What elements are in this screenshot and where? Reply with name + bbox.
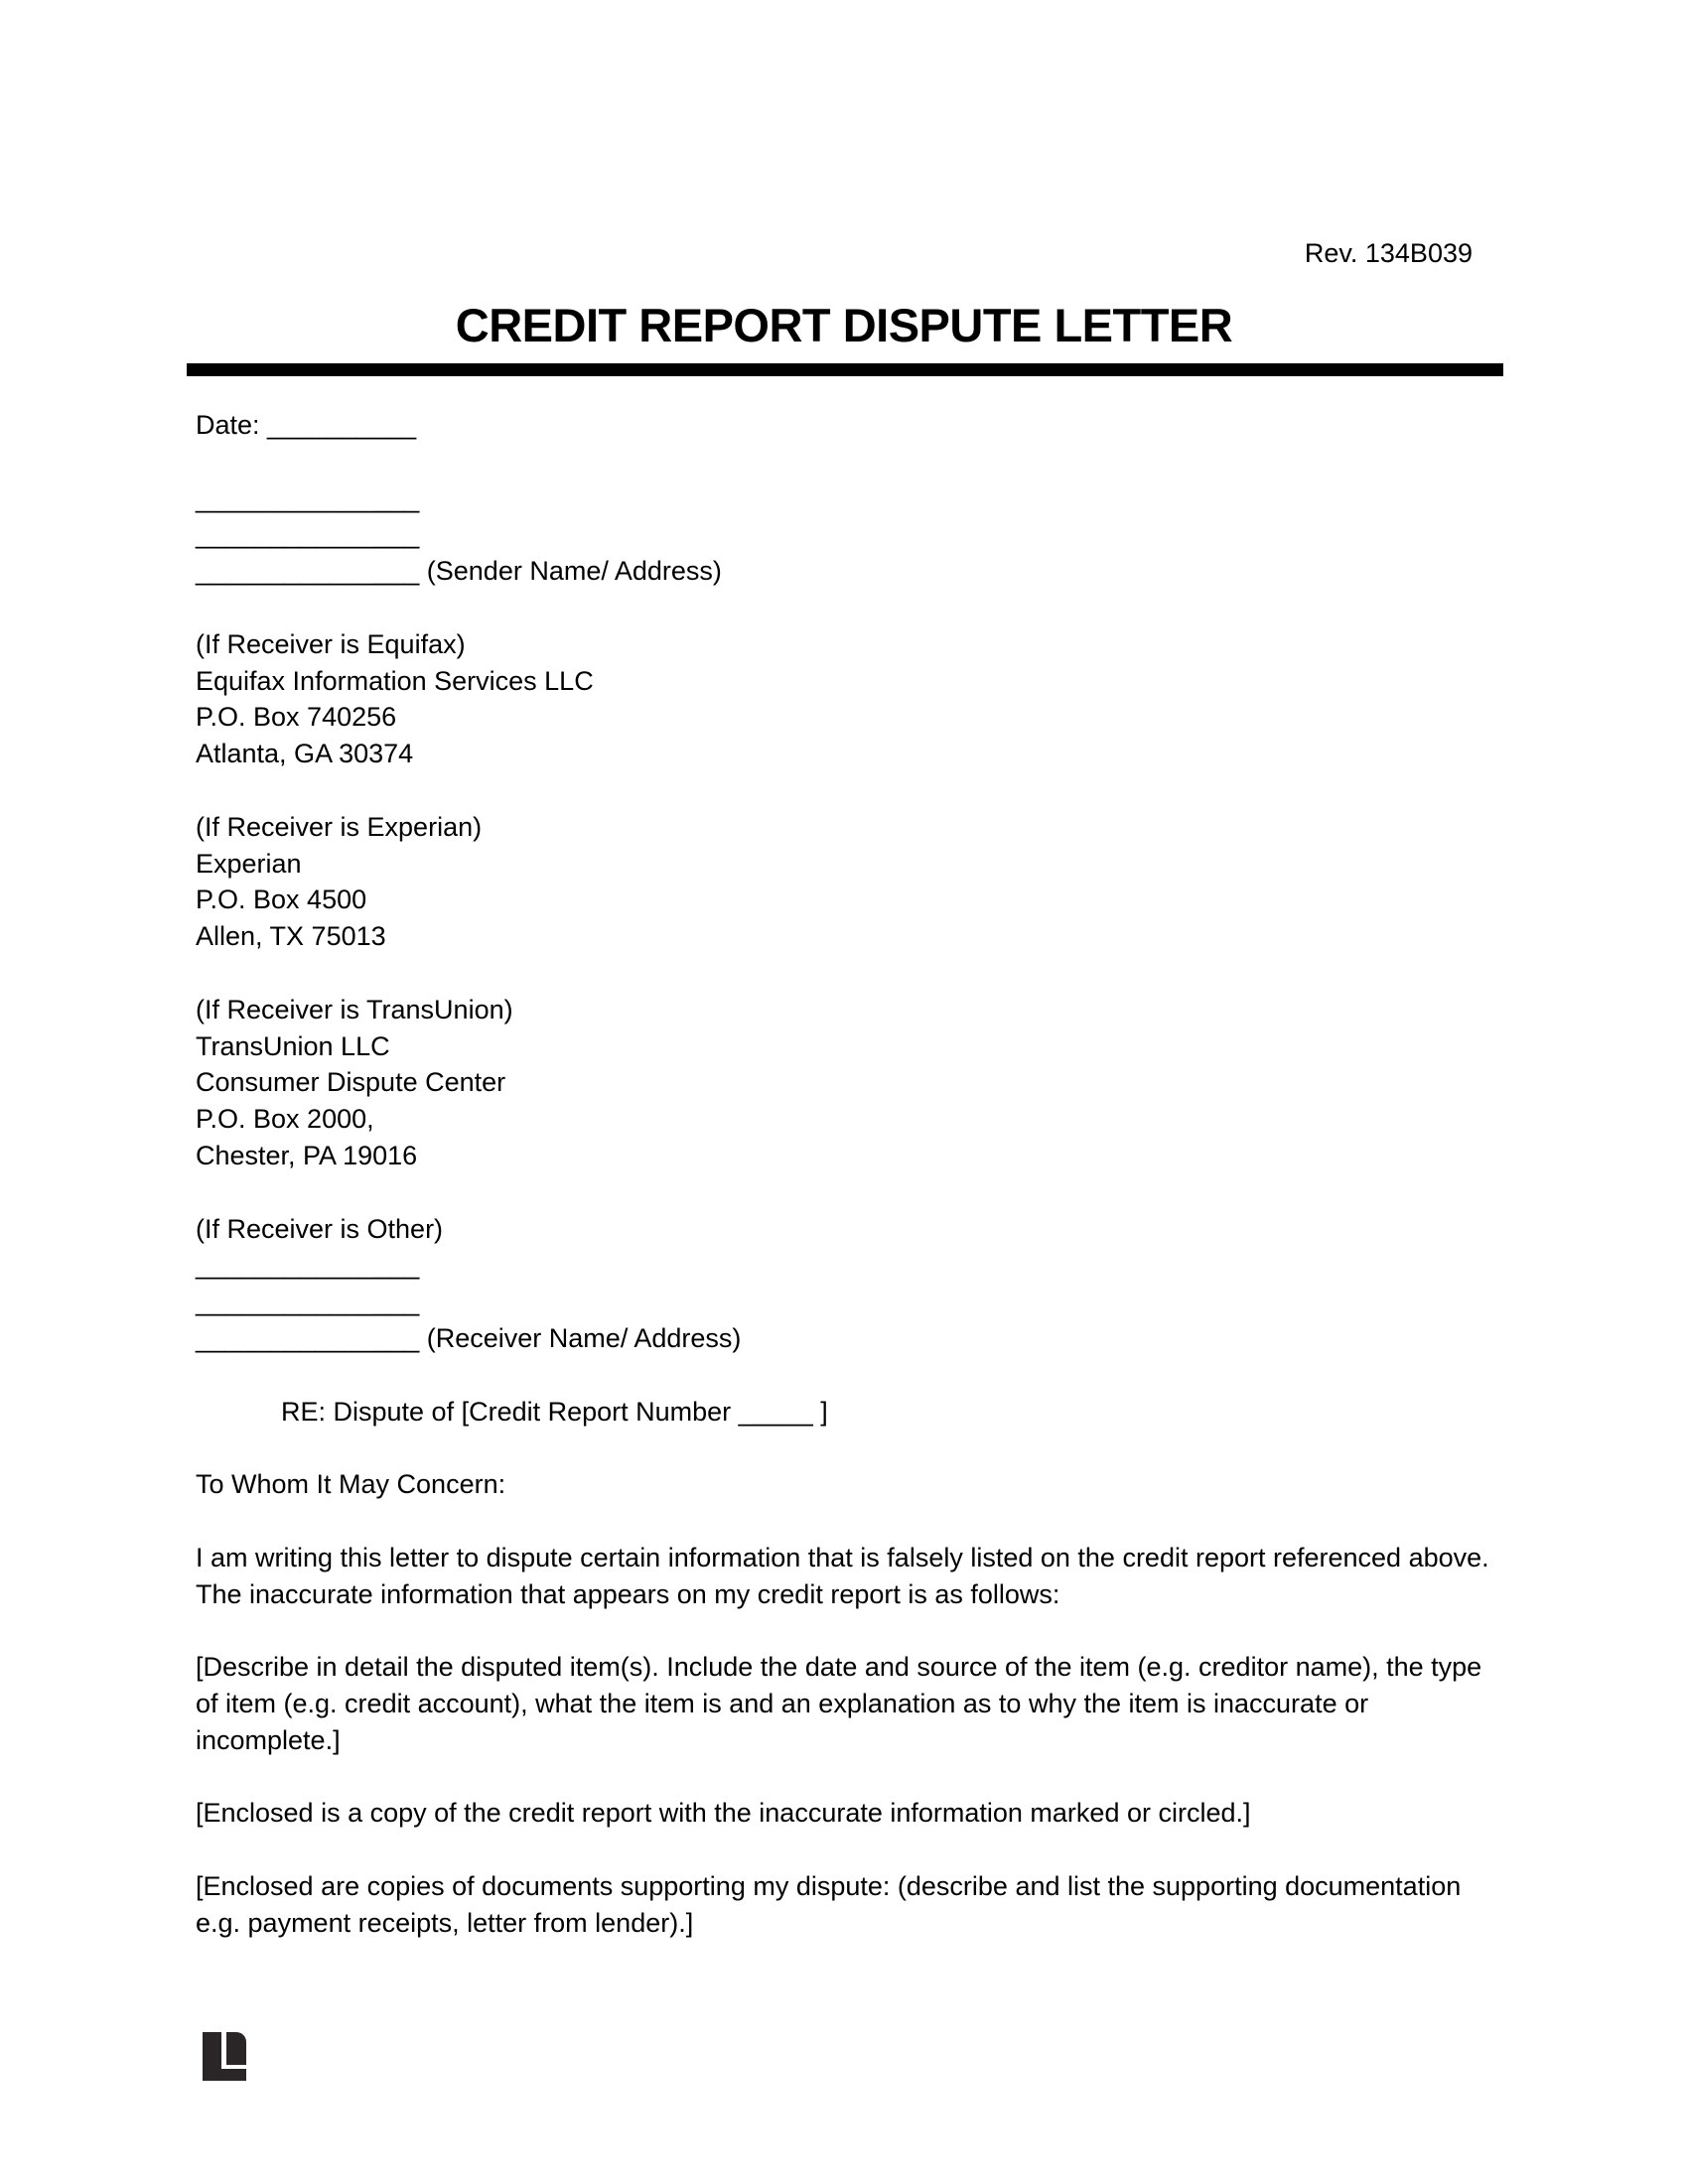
receiver-blank-line-3 [196, 1320, 1502, 1357]
equifax-po-box: P.O. Box 740256 [196, 702, 397, 733]
title-divider-rule [187, 363, 1503, 376]
equifax-condition: (If Receiver is Equifax) [196, 628, 466, 659]
sender-blank-underline: _______________ [196, 556, 420, 587]
receiver-blank-underline: _______________ [196, 1322, 420, 1353]
experian-city-state-zip: Allen, TX 75013 [196, 921, 386, 952]
transunion-city-state-zip: Chester, PA 19016 [196, 1140, 418, 1170]
other-receiver-block [196, 1211, 1502, 1357]
transunion-dept: Consumer Dispute Center [196, 1067, 506, 1098]
sender-blank-line-3 [196, 553, 1502, 590]
experian-address-block [196, 809, 1502, 955]
paragraph-enclosed-report [196, 1795, 1502, 1832]
sender-blank-line-2: _______________ [196, 519, 420, 550]
receiver-blank-line-2: _______________ [196, 1287, 420, 1317]
date-block [196, 407, 1502, 444]
experian-condition: (If Receiver is Experian) [196, 811, 483, 842]
paragraph-enclosed-documents-text: [Enclosed are copies of documents supporting my dispute: (describe and list the supporting documentation e.g. payment receipts, letter from lender).] [196, 1870, 1462, 1938]
experian-po-box: P.O. Box 4500 [196, 885, 367, 915]
salutation: To Whom It May Concern: [196, 1469, 506, 1500]
transunion-name: TransUnion LLC [196, 1030, 390, 1061]
salutation-block [196, 1466, 1502, 1503]
sender-caption: (Sender Name/ Address) [426, 556, 722, 587]
re-subject-line: RE: Dispute of [Credit Report Number _____ ] [281, 1396, 828, 1427]
sender-blank-line-1: _______________ [196, 482, 420, 513]
letter-body [196, 407, 1502, 1978]
transunion-condition: (If Receiver is TransUnion) [196, 994, 513, 1024]
logo-top-right-block [226, 2032, 246, 2065]
paragraph-enclosed-report-text: [Enclosed is a copy of the credit report with the inaccurate information marked or circled.] [196, 1798, 1251, 1829]
paragraph-describe-items [196, 1649, 1502, 1758]
paragraph-intro-text: I am writing this letter to dispute certain information that is falsely listed on the credit report referenced above. The inaccurate information that appears on my credit report is as follows: [196, 1542, 1489, 1609]
re-subject-block [196, 1394, 1502, 1431]
date-line: Date: __________ [196, 410, 417, 440]
other-condition: (If Receiver is Other) [196, 1213, 444, 1244]
paragraph-enclosed-documents [196, 1868, 1502, 1942]
revision-number: Rev. 134B039 [1304, 238, 1473, 268]
paragraph-intro [196, 1540, 1502, 1613]
transunion-po-box: P.O. Box 2000, [196, 1104, 374, 1135]
sender-address-block [196, 480, 1502, 590]
equifax-city-state-zip: Atlanta, GA 30374 [196, 739, 414, 769]
equifax-name: Equifax Information Services LLC [196, 665, 594, 696]
receiver-caption: (Receiver Name/ Address) [426, 1322, 742, 1353]
paragraph-describe-items-text: [Describe in detail the disputed item(s). Include the date and source of the item (e.g. creditor name), the type of item (e.g. credit account), what the item is and an explanation as to why the item is inaccurate or incomplete.] [196, 1652, 1482, 1755]
legal-templates-logo [203, 2032, 246, 2081]
transunion-address-block [196, 992, 1502, 1174]
document-title: CREDIT REPORT DISPUTE LETTER [455, 299, 1233, 351]
experian-name: Experian [196, 848, 302, 879]
receiver-blank-line-1: _______________ [196, 1250, 420, 1281]
logo-bottom-bar [203, 2069, 246, 2081]
equifax-address-block [196, 626, 1502, 772]
